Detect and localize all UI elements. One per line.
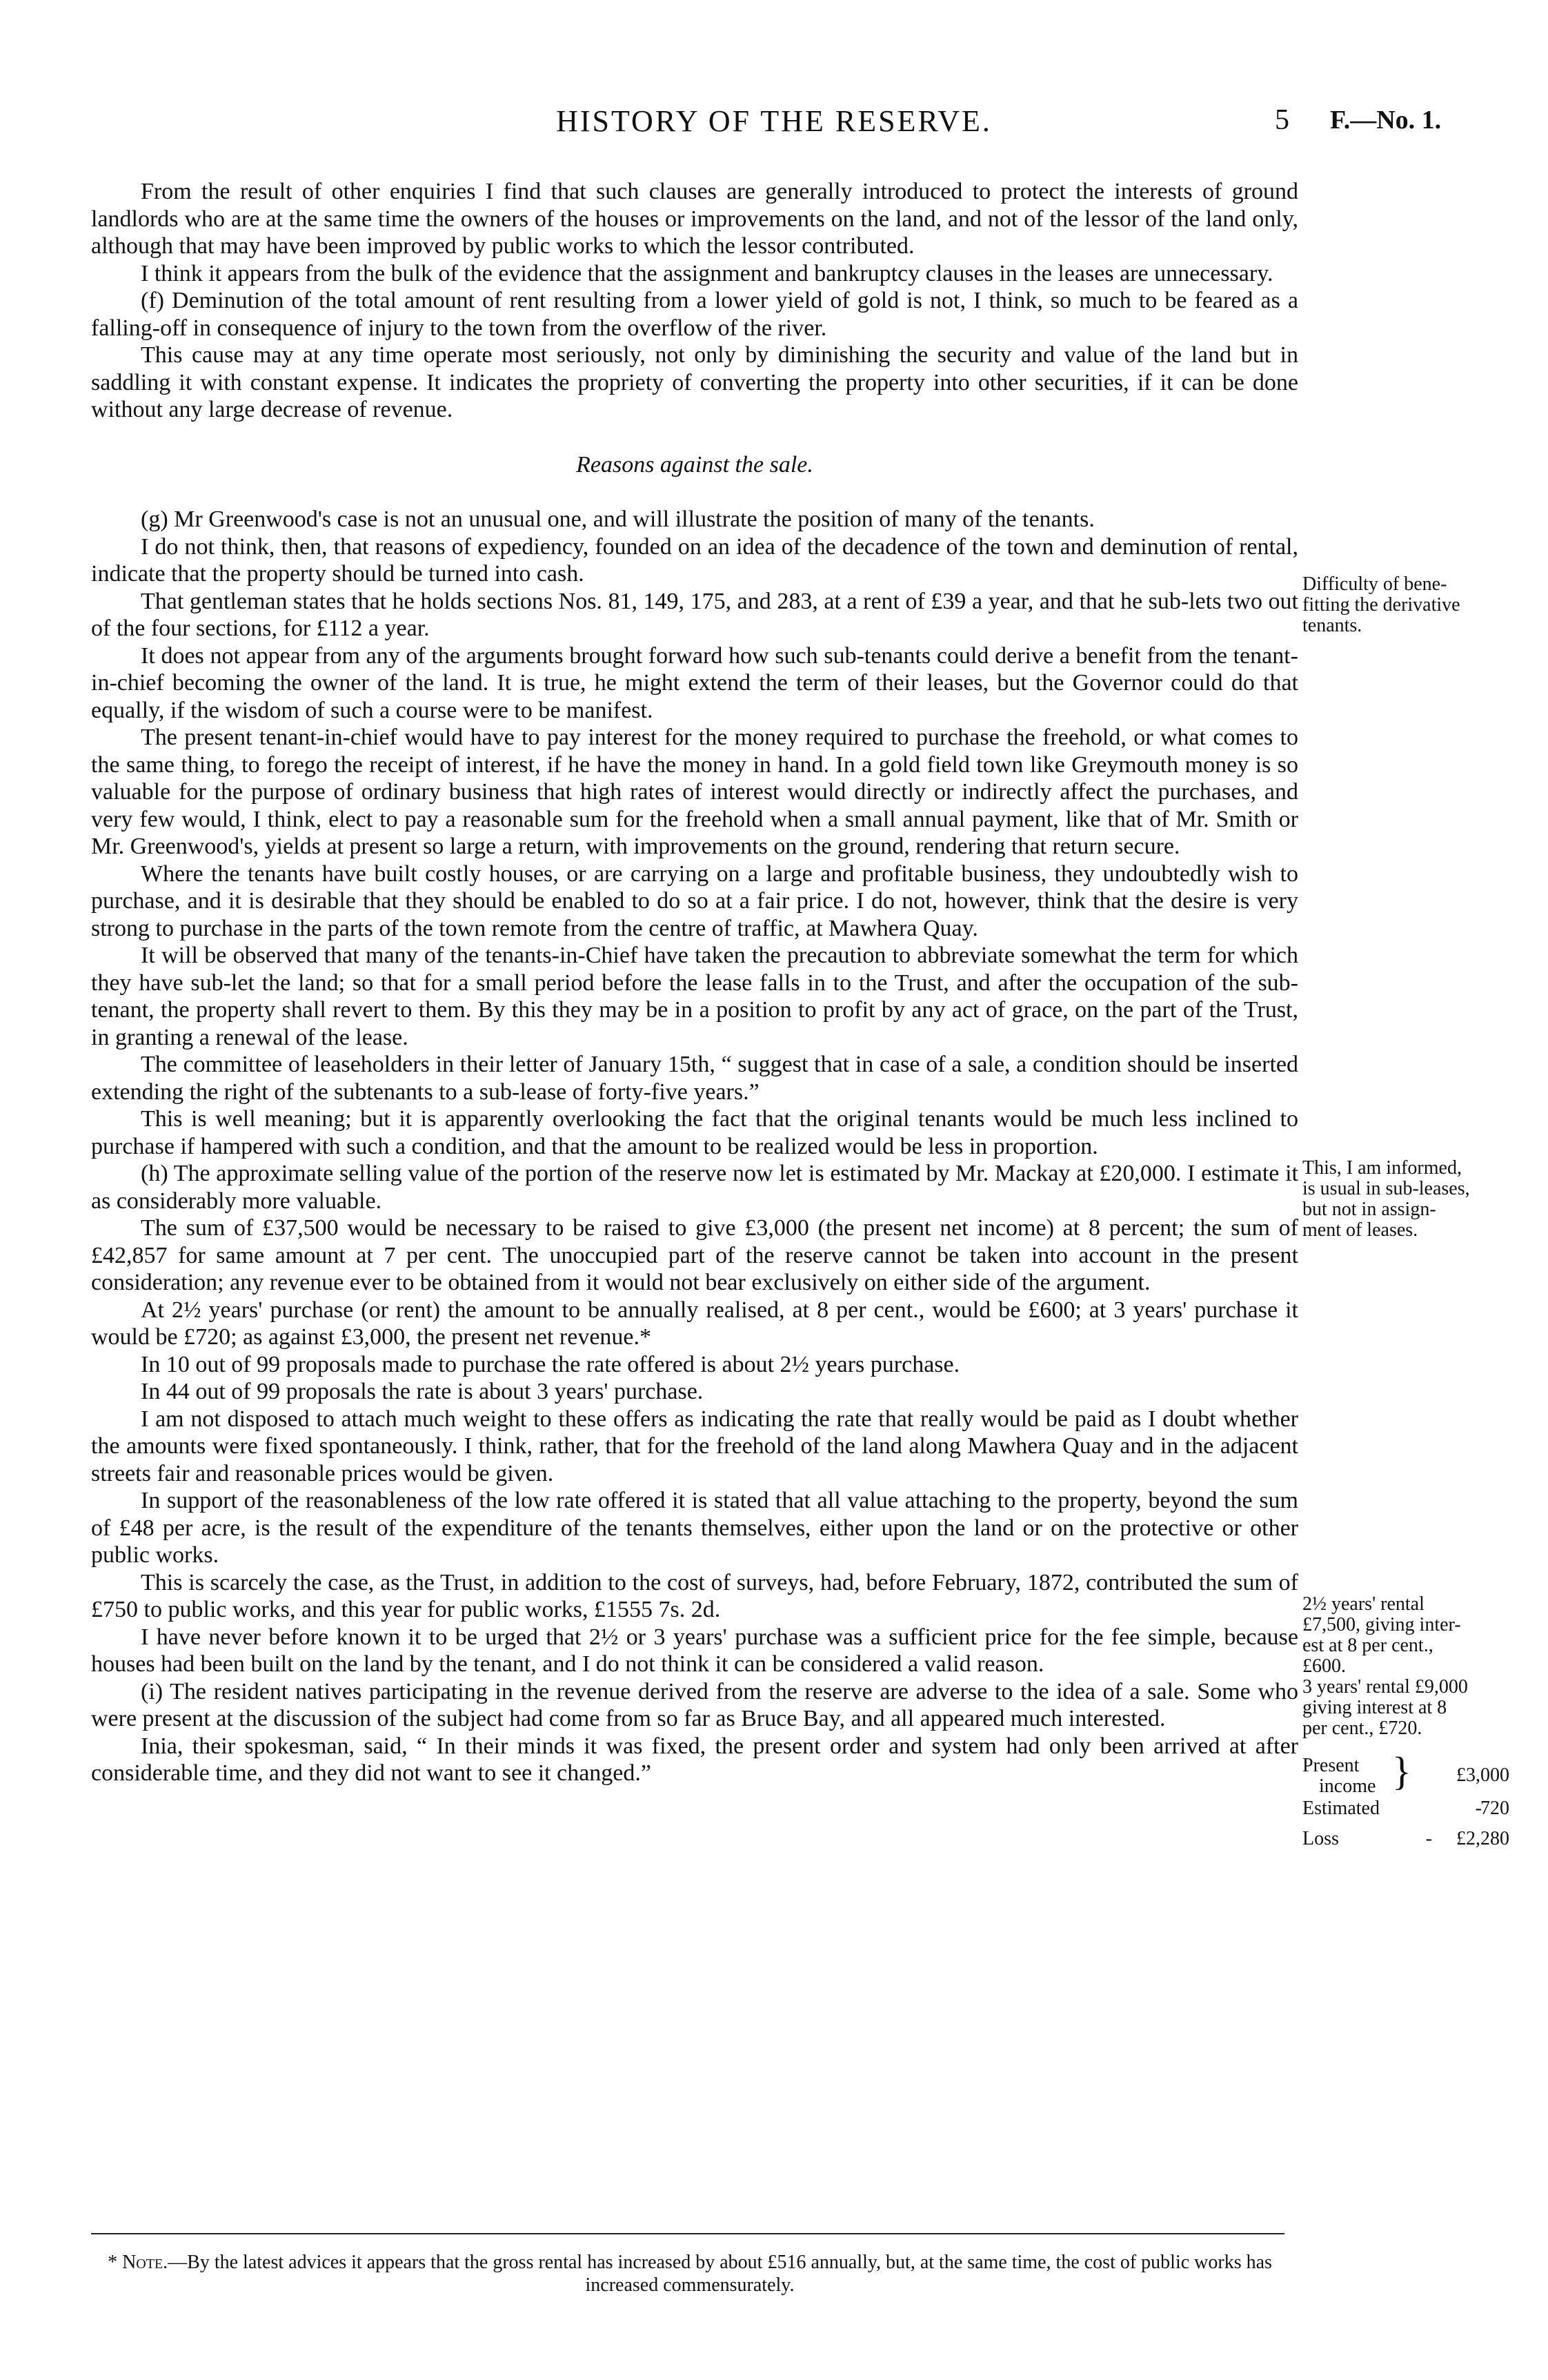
page-number: 5 xyxy=(1275,104,1289,136)
sidenote-line: est at 8 per cent., xyxy=(1302,1635,1433,1656)
paragraph: In 10 out of 99 proposals made to purchase the rate offered is about 2½ years purchase. xyxy=(141,1351,960,1377)
ledger-row-present xyxy=(1302,1749,1509,1798)
ledger-row-estimated xyxy=(1302,1798,1509,1829)
document-reference: F.—No. 1. xyxy=(1330,106,1442,135)
ledger-label: Estimated xyxy=(1302,1798,1380,1819)
sidenote-line: Difficulty of bene- xyxy=(1302,573,1447,595)
ledger-value: £3,000 xyxy=(1456,1764,1509,1786)
paragraph: (g) Mr Greenwood's case is not an unusual one, and will illustrate the position of many of the tenants. xyxy=(141,507,1095,532)
ledger-label-line: Present xyxy=(1302,1755,1360,1776)
paragraph: I have never before known it to be urged that 2½ or 3 years' purchase was a sufficient price for the fee simple, because houses had been built on the land by the tenant, and I do not think it can be considered a valid reason. xyxy=(91,1624,1298,1677)
paragraph: (f) Deminution of the total amount of rent resulting from a lower yield of gold is not, I think, so much to be feared as a falling-off in consequence of injury to the town from the overflow of the river. xyxy=(91,288,1298,341)
paragraph: Where the tenants have built costly houses, or are carrying on a large and profitable business, they undoubtedly wish to purchase, and it is desirable that they should be enabled to do so at a fair price. I do not, however, think that the desire is very strong to purchase in the parts of the town remote from the centre of traffic, at Mawhera Quay. xyxy=(91,860,1298,941)
sidenote-line: £600. xyxy=(1302,1655,1346,1677)
running-title: HISTORY OF THE RESERVE. xyxy=(556,104,992,138)
sidenote-line: per cent., £720. xyxy=(1302,1718,1422,1739)
ledger-dash: - xyxy=(1425,1828,1432,1849)
paragraph: In support of the reasonableness of the low rate offered it is stated that all value attaching to the property, beyond the sum of £48 per acre, is the result of the expenditure of the tenants themselves, either upon the land or on the protective or other public works. xyxy=(91,1488,1298,1568)
paragraph: Inia, their spokesman, said, “ In their minds it was fixed, the present order and system had only been arrived at after considerable time, and they did not want to see it changed.” xyxy=(91,1733,1298,1786)
paragraph: (h) The approximate selling value of the portion of the reserve now let is estimated by Mr. Mackay at £20,000. I estimate it as considerably more valuable. xyxy=(91,1161,1298,1214)
paragraph: At 2½ years' purchase (or rent) the amount to be annually realised, at 8 per cent., would be £600; at 3 years' purchase it would be £720; as against £3,000, the present net revenue.* xyxy=(91,1297,1298,1350)
paragraph: I do not think, then, that reasons of expediency, founded on an idea of the decadence of the town and deminution of rental, indicate that the property should be turned into cash. xyxy=(91,533,1298,587)
sidenote-line: ment of leases. xyxy=(1302,1219,1418,1241)
ledger-dash: - xyxy=(1475,1798,1482,1819)
sidenote-rental xyxy=(1302,1594,1530,1739)
paragraph: The committee of leaseholders in their letter of January 15th, “ suggest that in case of a sale, a condition should be inserted extending the right of the subtenants to a sub-lease of forty-five years.” xyxy=(91,1052,1298,1105)
sidenote-line: 3 years' rental £9,000 xyxy=(1302,1676,1468,1698)
footnote xyxy=(90,2251,1290,2297)
section-heading: Reasons against the sale. xyxy=(576,451,813,478)
sidenote-line: fitting the derivative xyxy=(1302,594,1460,616)
sidenote-difficulty xyxy=(1302,574,1530,636)
brace-glyph: } xyxy=(1392,1749,1411,1793)
page-header xyxy=(0,104,1548,145)
ledger-value: £2,280 xyxy=(1456,1828,1509,1849)
ledger-label xyxy=(1302,1756,1376,1797)
paragraph: That gentleman states that he holds sections Nos. 81, 149, 175, and 283, at a rent of £39 a year, and that he sub-lets two out of the four sections, for £112 a year. xyxy=(91,588,1298,641)
paragraph: I think it appears from the bulk of the evidence that the assignment and bankruptcy clauses in the leases are unnecessary. xyxy=(141,260,1273,286)
paragraph: (i) The resident natives participating in the revenue derived from the reserve are adverse to the idea of a sale. Some who were present at the discussion of the subject had come from so far as Bruce Bay, and all appeared much interested. xyxy=(91,1678,1298,1731)
sidenote-line: tenants. xyxy=(1302,615,1362,636)
paragraph: The present tenant-in-chief would have to pay interest for the money required to purchase the freehold, or what comes to the same thing, to forego the receipt of interest, if he have the money in hand. In a gold field town like Greymouth money is so valuable for the purpose of ordinary business that high rates of interest would directly or indirectly affect the purchases, and very few would, I think, elect to pay a reasonable sum for the freehold when a small annual payment, like that of Mr. Smith or Mr. Greenwood's, yields at present so large a return, with improvements on the ground, rendering that return secure. xyxy=(91,725,1298,859)
paragraph: In 44 out of 99 proposals the rate is about 3 years' purchase. xyxy=(141,1379,704,1404)
footnote-divider xyxy=(91,2233,1284,2234)
ledger-label: Loss xyxy=(1302,1828,1339,1849)
ledger-label-line: income xyxy=(1319,1776,1376,1797)
sidenote-line: giving interest at 8 xyxy=(1302,1697,1447,1718)
paragraph: This is well meaning; but it is apparently overlooking the fact that the original tenants would be much less inclined to purchase if hampered with such a condition, and that the amount to be realized would be less in proportion. xyxy=(91,1106,1298,1159)
footnote-marker: * Note. xyxy=(108,2252,168,2273)
paragraph: I am not disposed to attach much weight to these offers as indicating the rate that really would be paid as I doubt whether the amounts were fixed spontaneously. I think, rather, that for the freehold of the land along Mawhera Quay and in the adjacent streets fair and reasonable prices would be given. xyxy=(91,1406,1298,1486)
ledger-row-loss xyxy=(1302,1829,1509,1859)
income-ledger xyxy=(1302,1749,1509,1859)
footnote-text: —By the latest advices it appears that the gross rental has increased by about £516 annually, but, at the same time, the cost of public works has increased commensurately. xyxy=(168,2252,1272,2296)
paragraph: From the result of other enquiries I find that such clauses are generally introduced to protect the interests of ground landlords who are at the same time the owners of the houses or improvements on the land, and not of the lessor of the land only, although that may have been improved by public works to which the lessor contributed. xyxy=(91,179,1298,259)
paragraph: It will be observed that many of the tenants-in-Chief have taken the precaution to abbreviate somewhat the term for which they have sub-let the land; so that for a small period before the lease falls in to the Trust, and after the occupation of the sub-tenant, the property shall revert to them. By this they may be in a position to profit by any act of grace, on the part of the Trust, in granting a renewal of the lease. xyxy=(91,943,1298,1050)
paragraph: It does not appear from any of the arguments brought forward how such sub-tenants could derive a benefit from the tenant-in-chief becoming the owner of the land. It is true, he might extend the term of their leases, but the Governor could do that equally, if the wisdom of such a course were to be manifest. xyxy=(91,642,1298,723)
paragraph: This is scarcely the case, as the Trust, in addition to the cost of surveys, had, before February, 1872, contributed the sum of £750 to public works, and this year for public works, £1555 7s. 2d. xyxy=(91,1569,1298,1622)
sidenote-line: is usual in sub-leases, xyxy=(1302,1178,1470,1199)
sidenote-line: but not in assign- xyxy=(1302,1199,1436,1220)
main-text xyxy=(91,178,1298,1787)
sidenote-line: 2½ years' rental xyxy=(1302,1593,1425,1615)
sidenote-informed xyxy=(1302,1158,1530,1241)
paragraph: This cause may at any time operate most seriously, not only by diminishing the security and value of the land but in saddling it with constant expense. It indicates the propriety of converting the property into other securities, if it can be done without any large decrease of revenue. xyxy=(91,342,1298,422)
sidenote-line: £7,500, giving inter- xyxy=(1302,1614,1461,1635)
sidenote-line: This, I am informed, xyxy=(1302,1157,1462,1179)
ledger-value: 720 xyxy=(1480,1798,1509,1819)
paragraph: The sum of £37,500 would be necessary to be raised to give £3,000 (the present net income) at 8 percent; the sum of £42,857 for same amount at 7 per cent. The unoccupied part of the reserve cannot be taken into account in the present consideration; any revenue ever to be obtained from it would not bear exclusively on either side of the argument. xyxy=(91,1215,1298,1295)
